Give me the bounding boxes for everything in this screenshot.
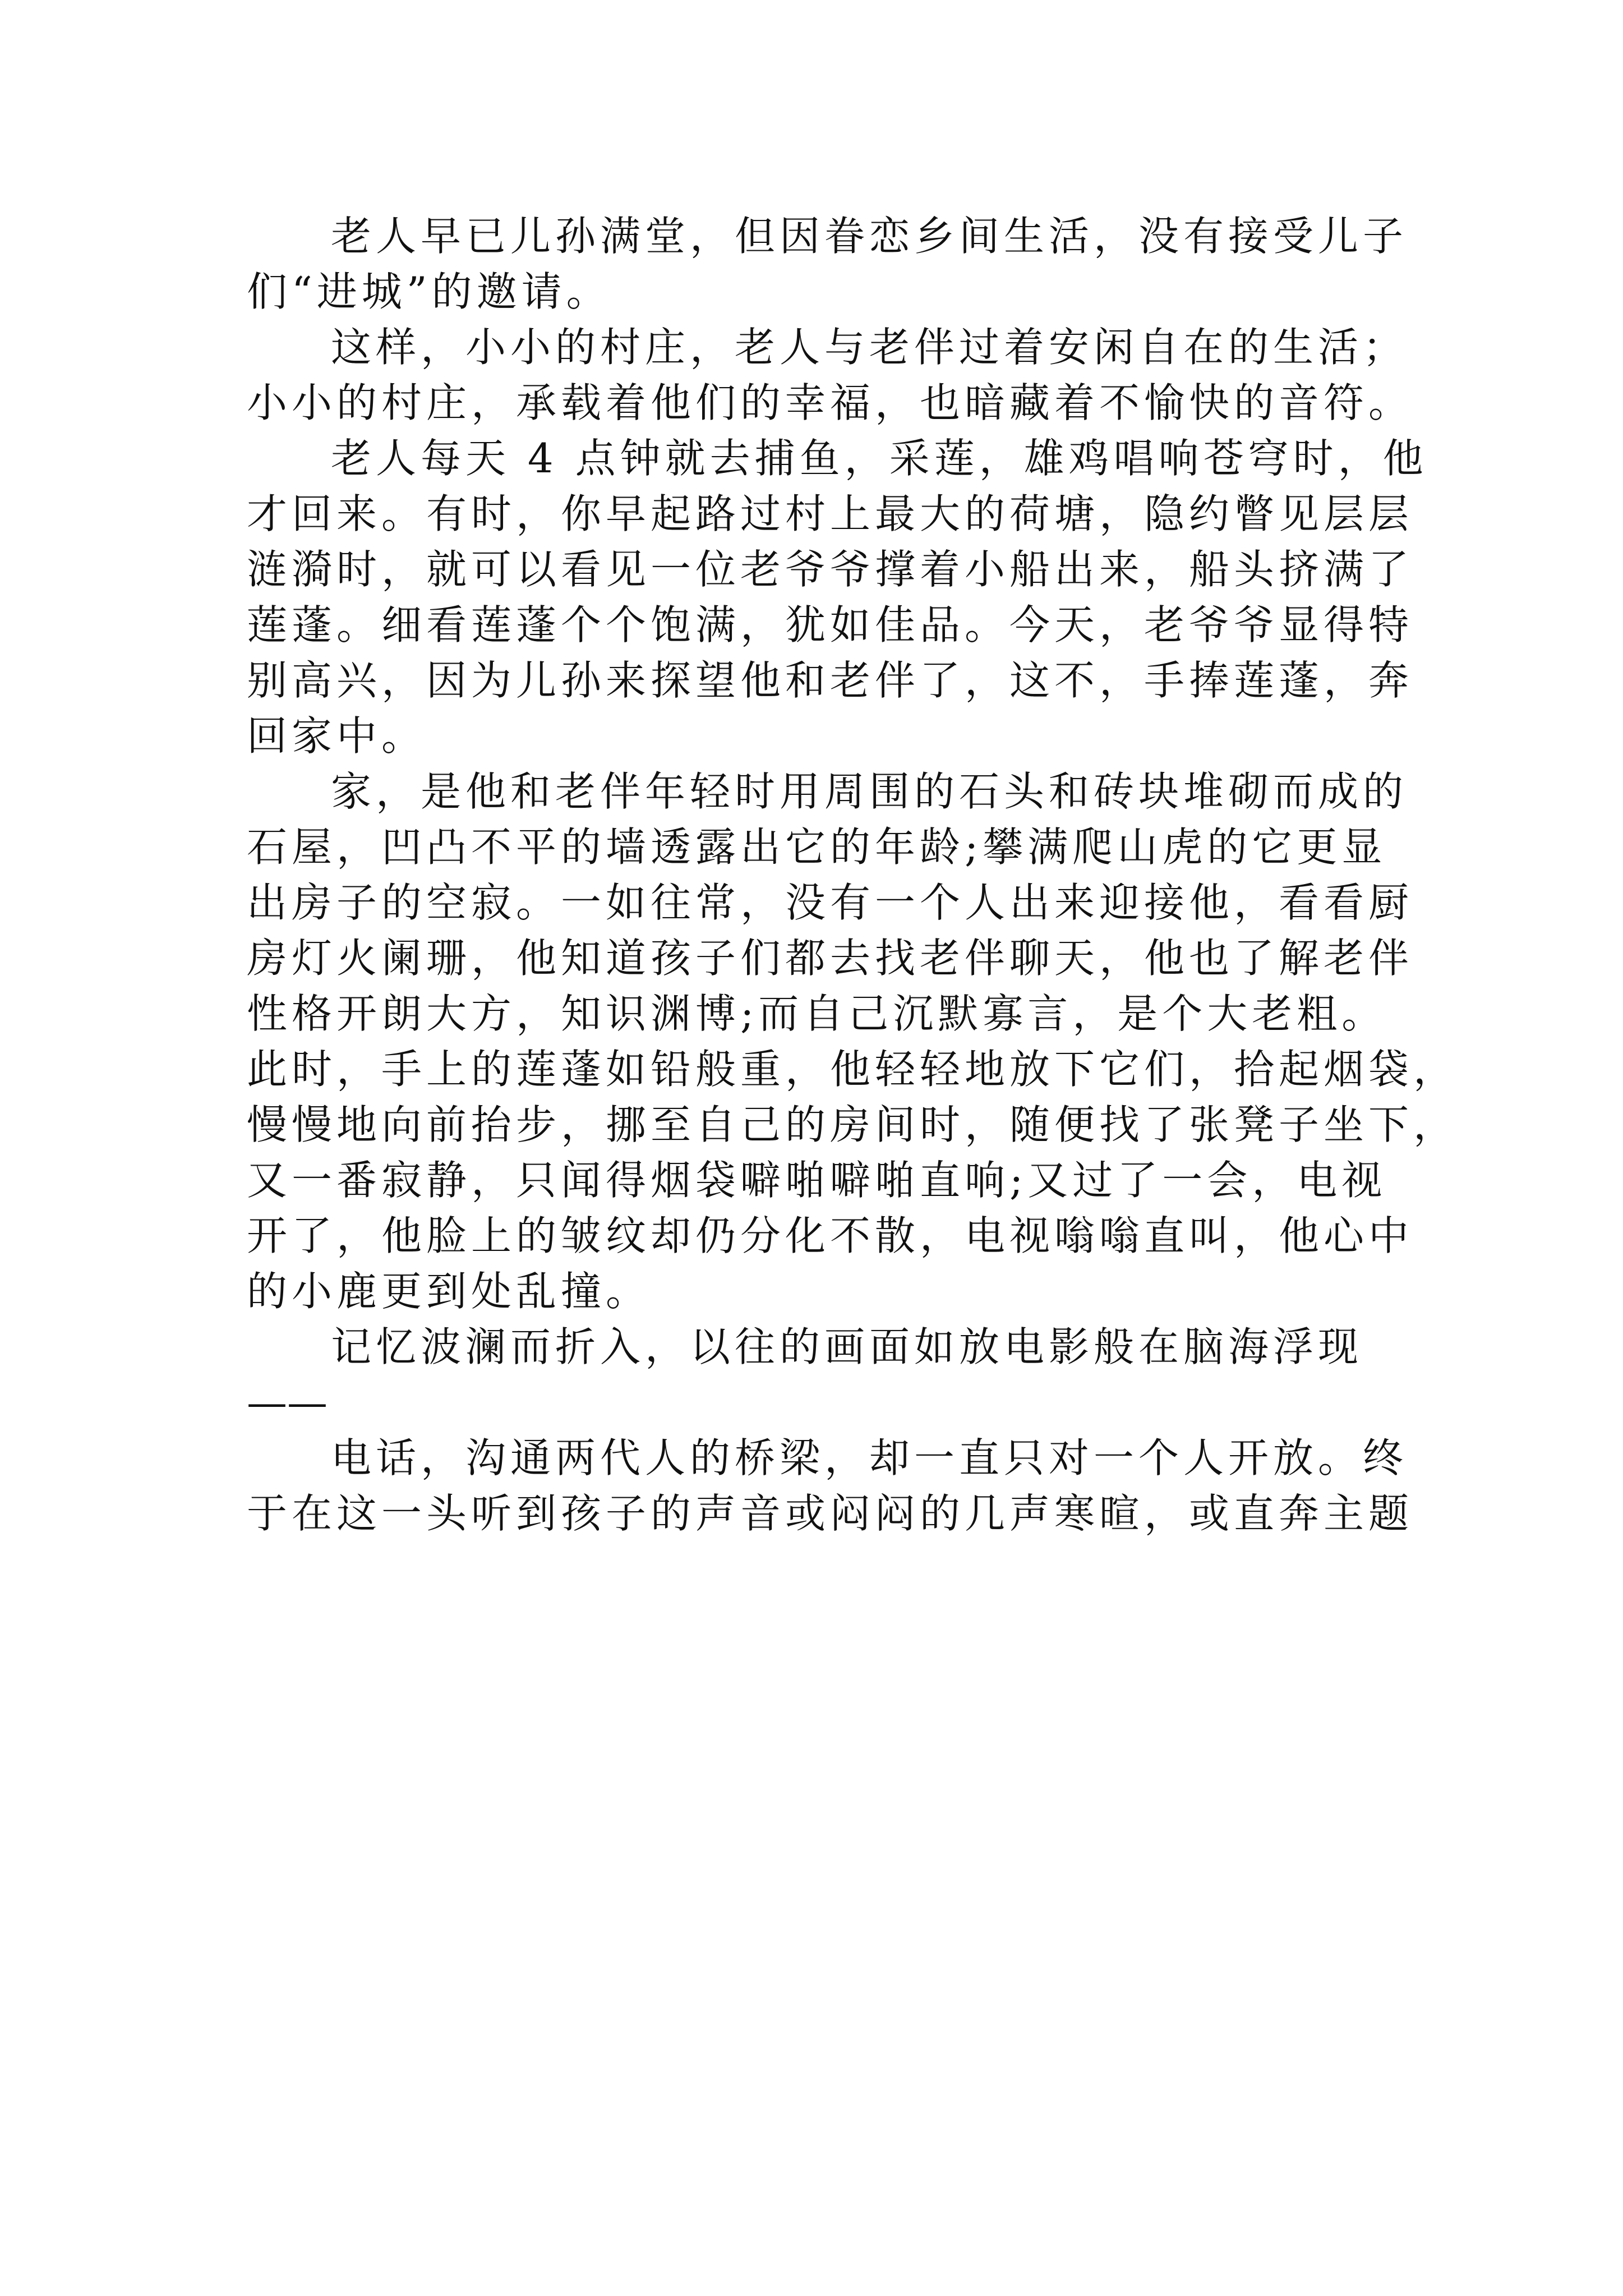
text-line: 老人早已儿孙满堂，但因眷恋乡间生活，没有接受儿子 [331, 213, 1408, 260]
text-line: 房灯火阑珊，他知道孩子们都去找老伴聊天，他也了解老伴 [247, 935, 1414, 982]
text-line: 回家中。 [247, 712, 427, 760]
text-line: 开了，他脸上的皱纹却仍分化不散，电视嗡嗡直叫，他心中 [247, 1212, 1414, 1259]
text-line: 石屋，凹凸不平的墙透露出它的年龄;攀满爬山虎的它更显 [247, 823, 1387, 871]
text-line: 此时，手上的莲蓬如铅般重，他轻轻地放下它们，拾起烟袋， [247, 1046, 1459, 1093]
text-line: 别高兴，因为儿孙来探望他和老伴了，这不，手捧莲蓬，奔 [247, 657, 1414, 704]
paragraph-1 [247, 209, 1408, 320]
text-line: 的小鹿更到处乱撞。 [247, 1268, 651, 1315]
text-line: 电话，沟通两代人的桥梁，却一直只对一个人开放。终 [331, 1434, 1408, 1481]
text-line: 家，是他和老伴年轻时用周围的石头和砖块堆砌而成的 [331, 768, 1408, 815]
text-line: 小小的村庄，承载着他们的幸福，也暗藏着不愉快的音符。 [247, 379, 1414, 426]
text-line: 性格开朗大方，知识渊博;而自己沉默寡言，是个大老粗。 [247, 990, 1387, 1037]
text-line: 这样，小小的村庄，老人与老伴过着安闲自在的生活； [331, 324, 1408, 371]
em-dash: —— [247, 1379, 328, 1426]
text-line: 出房子的空寂。一如往常，没有一个人出来迎接他，看看厨 [247, 879, 1414, 926]
text-line: 涟漪时，就可以看见一位老爷爷撑着小船出来，船头挤满了 [247, 546, 1414, 593]
text-line: 老人每天 4 点钟就去捕鱼，采莲，雄鸡唱响苍穹时，他 [331, 435, 1428, 482]
text-line: 记忆波澜而折入，以往的画面如放电影般在脑海浮现 [331, 1323, 1363, 1370]
text-line: 慢慢地向前抬步，挪至自己的房间时，随便找了张凳子坐下， [247, 1101, 1459, 1148]
paragraph-6 [247, 1430, 1414, 1542]
paragraph-4 [247, 764, 1459, 1319]
text-line: 们“进城”的邀请。 [247, 268, 611, 315]
paragraph-3 [247, 431, 1428, 764]
text-line: 才回来。有时，你早起路过村上最大的荷塘，隐约瞥见层层 [247, 490, 1414, 537]
text-line [247, 1375, 1385, 1430]
paragraph-5 [247, 1319, 1385, 1430]
paragraph-2 [247, 320, 1414, 431]
text-line: 于在这一头听到孩子的声音或闷闷的几声寒暄，或直奔主题 [247, 1490, 1414, 1537]
text-line: 莲蓬。细看莲蓬个个饱满，犹如佳品。今天，老爷爷显得特 [247, 601, 1414, 648]
text-line: 又一番寂静，只闻得烟袋噼啪噼啪直响;又过了一会，电视 [247, 1157, 1387, 1204]
document-body [247, 209, 1459, 1542]
